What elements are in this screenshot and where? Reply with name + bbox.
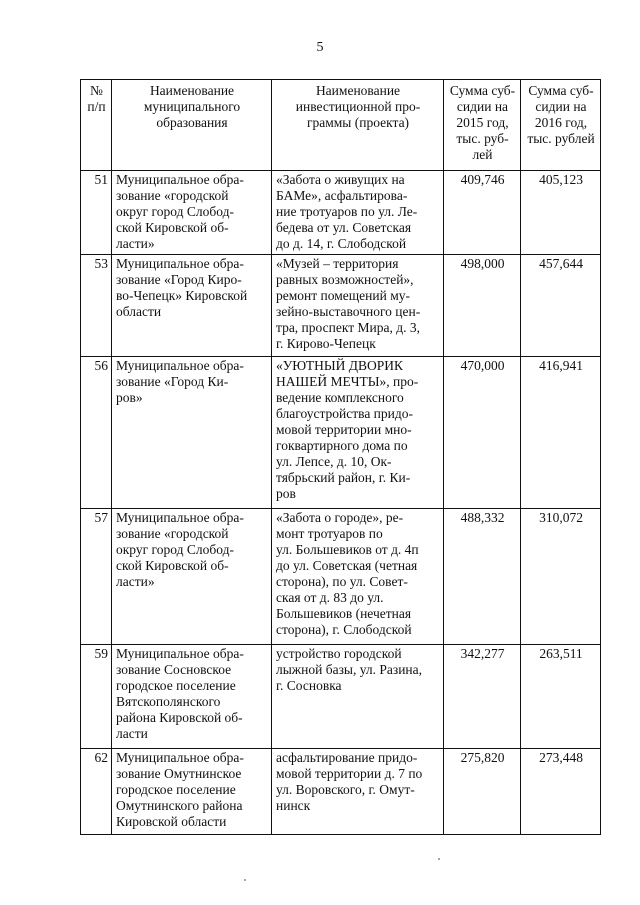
table-row (81, 171, 601, 255)
table-row (81, 749, 601, 835)
row-municipality: Муниципальное обра- зование «городской округ город Слобод- ской Кировской об- ласти» (112, 171, 272, 255)
row-subsidy-2015: 409,746 (444, 171, 521, 255)
row-program: «Музей – территория равных возможностей», ремонт помещений му- зейно-выставочного цен- тра, проспект Мира, д. 3, г. Кирово-Чепецк (272, 255, 444, 357)
header-subsidy-2016: Сумма суб- сидии на 2016 год, тыс. рублей (521, 80, 601, 171)
row-municipality: Муниципальное обра- зование Сосновское городское поселение Вятскополянского района Кировской об- ласти (112, 645, 272, 749)
row-subsidy-2016: 405,123 (521, 171, 601, 255)
row-number: 53 (81, 255, 112, 357)
row-program: асфальтирование придо- мовой территории д. 7 по ул. Воровского, г. Омут- нинск (272, 749, 444, 835)
row-subsidy-2016: 416,941 (521, 357, 601, 509)
row-number: 62 (81, 749, 112, 835)
row-subsidy-2016: 310,072 (521, 509, 601, 645)
row-number: 57 (81, 509, 112, 645)
row-program: «Забота о живущих на БАМе», асфальтирова- ние тротуаров по ул. Ле- бедева от ул. Советская до д. 14, г. Слободской (272, 171, 444, 255)
row-subsidy-2016: 263,511 (521, 645, 601, 749)
subsidy-table (80, 79, 601, 835)
row-municipality: Муниципальное обра- зование «Город Киро- во-Чепецк» Кировской области (112, 255, 272, 357)
row-number: 51 (81, 171, 112, 255)
row-subsidy-2015: 275,820 (444, 749, 521, 835)
row-subsidy-2015: 470,000 (444, 357, 521, 509)
row-program: устройство городской лыжной базы, ул. Разина, г. Сосновка (272, 645, 444, 749)
page-number: 5 (316, 40, 324, 55)
header-program: Наименование инвестиционной про- граммы (проекта) (272, 80, 444, 171)
table-row (81, 509, 601, 645)
row-subsidy-2015: 498,000 (444, 255, 521, 357)
header-number: № п/п (81, 80, 112, 171)
row-number: 56 (81, 357, 112, 509)
row-number: 59 (81, 645, 112, 749)
table-row (81, 645, 601, 749)
row-municipality: Муниципальное обра- зование Омутнинское городское поселение Омутнинского района Кировской области (112, 749, 272, 835)
row-program: «Забота о городе», ре- монт тротуаров по ул. Большевиков от д. 4п до ул. Советская (четная сторона), по ул. Совет- ская от д. 83 до ул. Большевиков (нечетная сторона), г. Слободской (272, 509, 444, 645)
scan-speck (438, 858, 440, 860)
table-row (81, 357, 601, 509)
row-municipality: Муниципальное обра- зование «Город Ки- ров» (112, 357, 272, 509)
table-row (81, 255, 601, 357)
header-subsidy-2015: Сумма суб- сидии на 2015 год, тыс. руб- лей (444, 80, 521, 171)
row-subsidy-2016: 457,644 (521, 255, 601, 357)
row-subsidy-2015: 342,277 (444, 645, 521, 749)
header-municipality: Наименование муниципального образования (112, 80, 272, 171)
row-subsidy-2016: 273,448 (521, 749, 601, 835)
scan-speck (244, 879, 246, 881)
table-header-row (81, 80, 601, 171)
row-municipality: Муниципальное обра- зование «городской округ город Слобод- ской Кировской об- ласти» (112, 509, 272, 645)
row-program: «УЮТНЫЙ ДВОРИК НАШЕЙ МЕЧТЫ», про- ведение комплексного благоустройства придо- мовой территории мно- гоквартирного дома по ул. Лепсе, д. 10, Ок- тябрьский район, г. Ки- ров (272, 357, 444, 509)
row-subsidy-2015: 488,332 (444, 509, 521, 645)
